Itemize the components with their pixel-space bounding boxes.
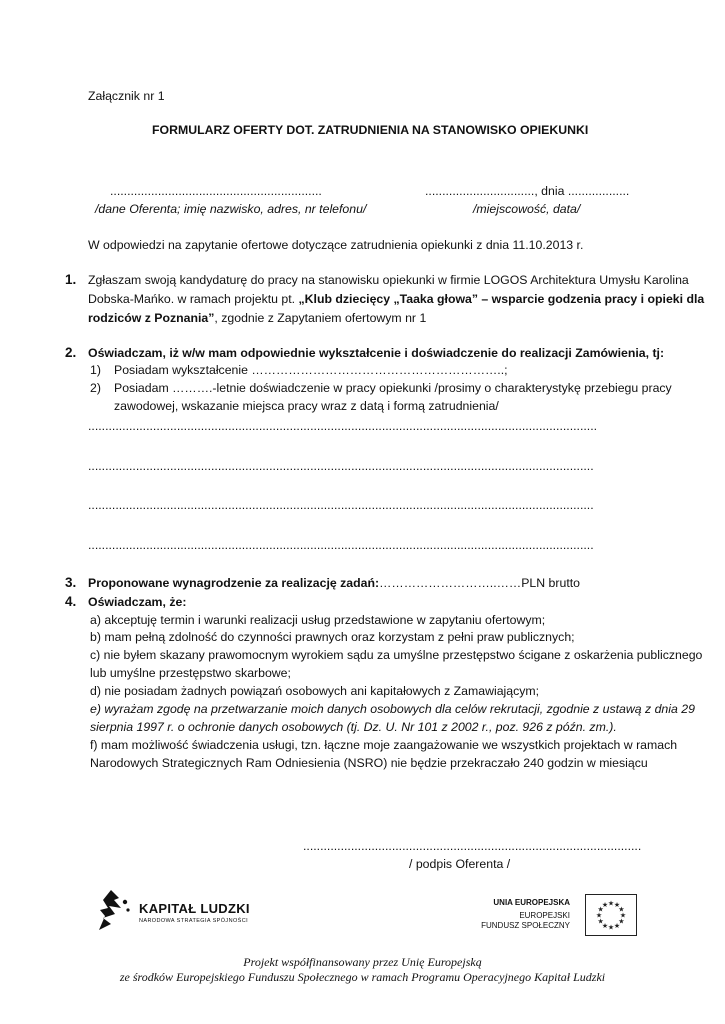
section-2-item-2-number: 2) — [90, 381, 101, 395]
declaration-b: b) mam pełną zdolność do czynności prawnych oraz korzystam z pełni praw publicznych; — [90, 630, 575, 644]
experience-blank-line[interactable]: .................................................................................................................................................... — [88, 538, 594, 552]
declaration-f-cont: Narodowych Strategicznych Ram Odniesienia (NSRO) nie będzie przekraczało 240 godzin w miesiącu — [90, 756, 648, 770]
experience-blank-line[interactable]: .................................................................................................................................................... — [88, 459, 594, 473]
experience-field[interactable]: Posiadam ……….-letnie doświadczenie w pracy opiekunki /prosimy o charakterystykę przebiegu pracy — [114, 381, 672, 395]
salary-row — [88, 576, 580, 590]
section-2-item-1-number: 1) — [90, 363, 101, 377]
eu-flag-icon — [585, 894, 637, 936]
declaration-c-cont: lub umyślne przestępstwo skarbowe; — [90, 666, 291, 680]
kapital-ludzki-logo — [97, 888, 257, 934]
signature-label: / podpis Oferenta / — [409, 857, 511, 871]
section-1-line-3-text: , zgodnie z Zapytaniem ofertowym nr 1 — [214, 311, 427, 325]
eu-star-icon: ★ — [597, 918, 604, 926]
education-field[interactable]: Posiadam wykształcenie ……………………………………………………..; — [114, 363, 508, 377]
place-date-field[interactable]: ................................, dnia .................. — [425, 184, 630, 198]
project-title-end: rodziców z Poznania” — [88, 311, 215, 325]
intro-text: W odpowiedzi na zapytanie ofertowe dotyczące zatrudnienia opiekunki z dnia 11.10.2013 r. — [88, 238, 584, 252]
eu-star-icon: ★ — [597, 906, 604, 914]
eu-star-icon: ★ — [618, 918, 625, 926]
eu-logo-subtitle-1: EUROPEJSKI — [519, 911, 570, 920]
eu-star-icon: ★ — [619, 912, 627, 920]
attachment-label: Załącznik nr 1 — [88, 89, 165, 103]
footer-line-1: Projekt współfinansowany przez Unię Europejską — [243, 955, 482, 969]
signature-field[interactable]: ................................................................................................... — [303, 839, 642, 853]
eu-stars-icon — [586, 895, 636, 935]
offeror-field-label: /dane Oferenta; imię nazwisko, adres, nr telefonu/ — [95, 202, 367, 216]
eu-star-icon: ★ — [601, 902, 609, 910]
declaration-e: e) wyrażam zgodę na przetwarzanie moich danych osobowych dla celów rekrutacji, zgodnie z ustawą z dnia 29 — [90, 702, 695, 716]
footer-line-2: ze środków Europejskiego Funduszu Społecznego w ramach Programu Operacyjnego Kapitał Ludzki — [119, 970, 606, 984]
kl-logo-title: KAPITAŁ LUDZKI — [139, 901, 250, 916]
experience-blank-line[interactable]: .................................................................................................................................................... — [88, 498, 594, 512]
eu-star-icon: ★ — [595, 912, 603, 920]
declaration-c: c) nie byłem skazany prawomocnym wyrokiem sądu za umyślne przestępstwo ścigane z oskarżenia publicznego — [90, 648, 703, 662]
declaration-d: d) nie posiadam żadnych powiązań osobowych ani kapitałowych z Zamawiającym; — [90, 684, 540, 698]
place-date-label: /miejscowość, data/ — [473, 202, 581, 216]
section-4-heading: Oświadczam, że: — [88, 595, 187, 609]
eu-star-icon: ★ — [607, 900, 615, 908]
experience-blank-line[interactable]: ..................................................................................................................................................... — [88, 419, 598, 433]
eu-logo-subtitle-2: FUNDUSZ SPOŁECZNY — [481, 921, 570, 930]
declaration-f: f) mam możliwość świadczenia usługi, tzn. łączne moje zaangażowanie we wszystkich projektach w ramach — [90, 738, 678, 752]
experience-field-line-2: zawodowej, wskazanie miejsca pracy wraz z datą i formą zatrudnienia/ — [114, 399, 499, 413]
project-title: „Klub dziecięcy „Taaka głowa” – wsparcie godzenia pracy i opieki dla — [298, 292, 705, 306]
eu-star-icon: ★ — [613, 902, 621, 910]
section-3-number: 3. — [65, 575, 77, 590]
section-1-line-1: Zgłaszam swoją kandydaturę do pracy na stanowisku opiekunki w firmie LOGOS Architektura Umysłu Karolina — [88, 273, 689, 287]
section-1-line-2-text: Dobska-Mańko. w ramach projektu pt. — [88, 292, 299, 306]
declaration-e-cont: sierpnia 1997 r. o ochronie danych osobowych (tj. Dz. U. Nr 101 z 2002 r., poz. 926 z późn. zm.). — [90, 720, 617, 734]
section-2-heading: Oświadczam, iż w/w mam odpowiednie wykształcenie i doświadczenie do realizacji Zamówienia, tj: — [88, 346, 665, 360]
eu-star-icon: ★ — [607, 924, 615, 932]
offeror-field[interactable]: .............................................................. — [110, 184, 322, 198]
salary-field[interactable]: ………………………..……PLN brutto — [379, 576, 580, 590]
salary-label: Proponowane wynagrodzenie za realizację zadań: — [88, 576, 380, 590]
eu-star-icon: ★ — [613, 922, 621, 930]
section-1-line-2 — [88, 292, 704, 306]
section-1-line-3 — [88, 311, 426, 325]
section-4-number: 4. — [65, 594, 77, 609]
eu-logo-title: UNIA EUROPEJSKA — [493, 898, 570, 907]
section-2-number: 2. — [65, 345, 77, 360]
eu-star-icon: ★ — [618, 906, 625, 914]
section-1-number: 1. — [65, 272, 77, 287]
declaration-a: a) akceptuję termin i warunki realizacji usług przedstawione w zapytaniu ofertowym; — [90, 613, 546, 627]
kl-logo-subtitle: NARODOWA STRATEGIA SPÓJNOŚCI — [139, 918, 248, 924]
kapital-ludzki-emblem-icon — [97, 888, 133, 932]
eu-star-icon: ★ — [601, 922, 609, 930]
form-title: FORMULARZ OFERTY DOT. ZATRUDNIENIA NA STANOWISKO OPIEKUNKI — [152, 123, 589, 137]
